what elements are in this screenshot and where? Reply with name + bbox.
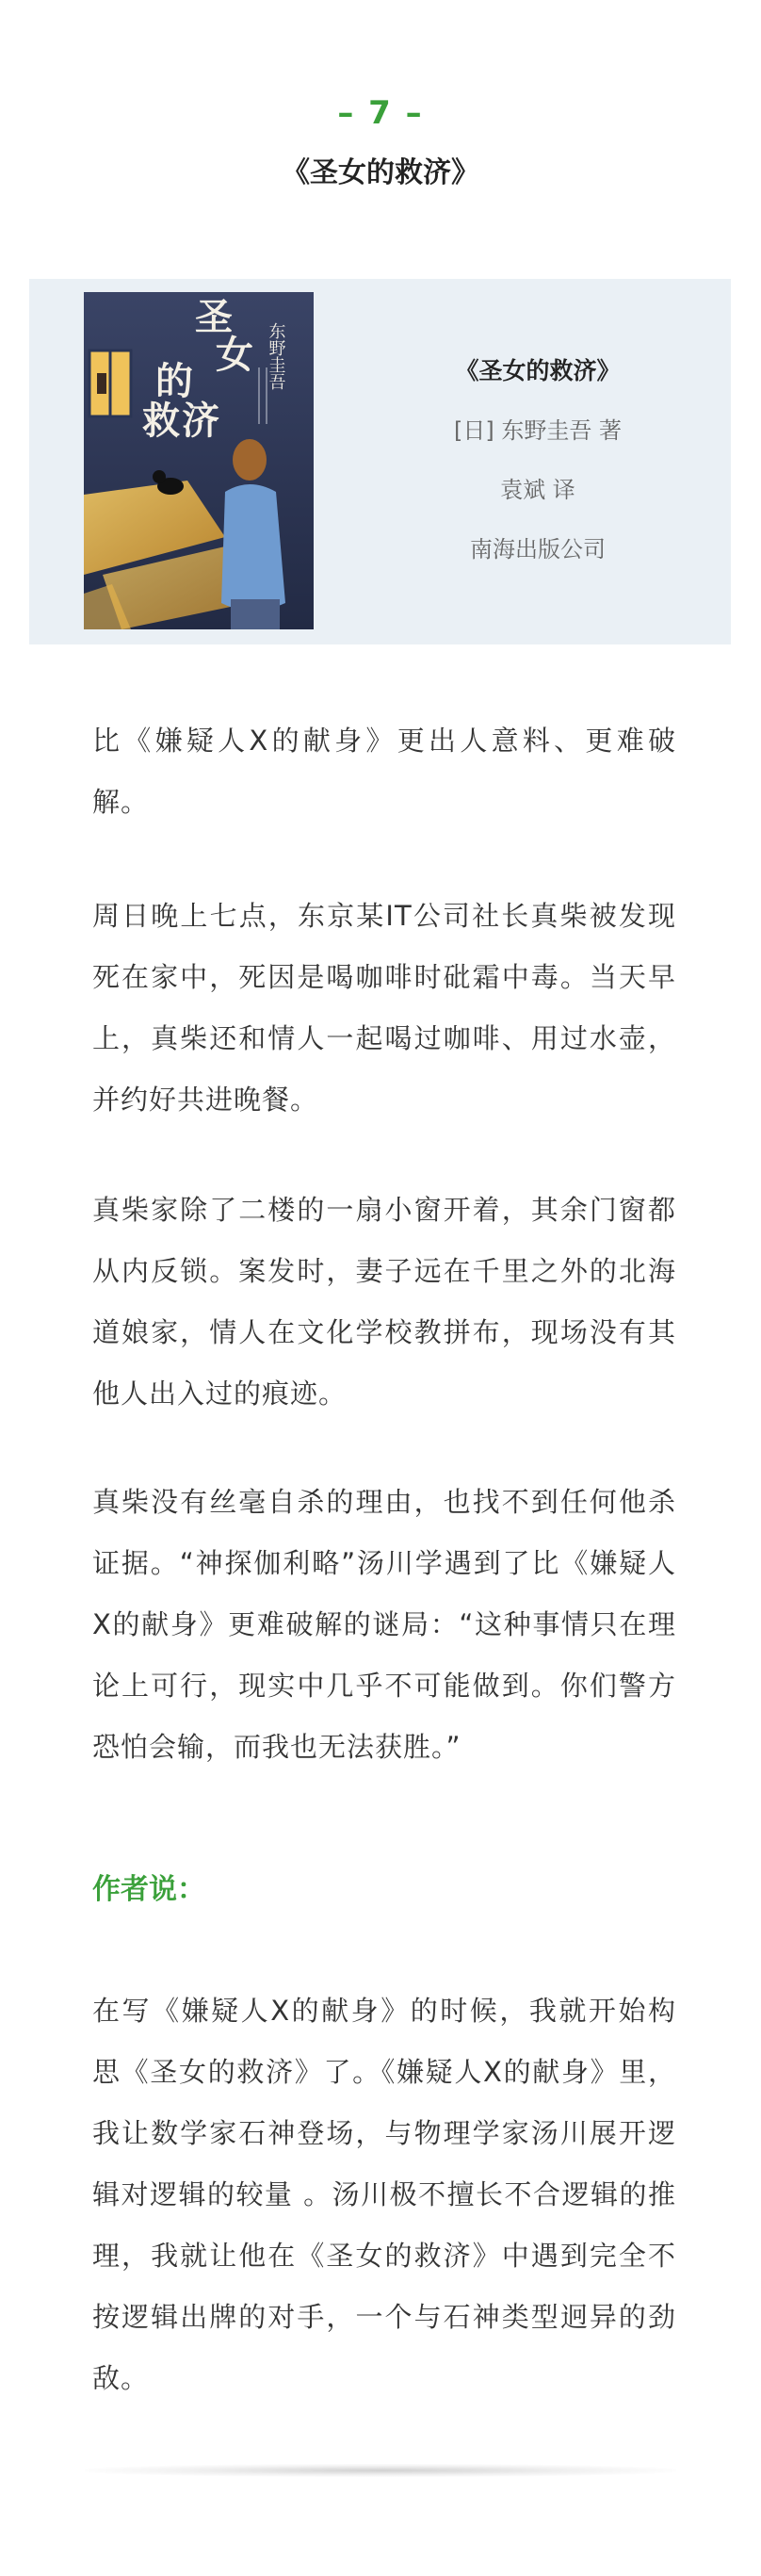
author-says-text [92, 1981, 676, 2409]
paragraph: 比《嫌疑人X的献身》更出人意料、更难破解。 [92, 725, 676, 818]
paragraph-plot-1 [92, 886, 676, 1131]
cover-title-char: 的 [155, 359, 193, 403]
book-cover-image [84, 292, 314, 629]
cover-title-char: 圣 [195, 295, 233, 339]
cover-title-char: 济 [182, 399, 219, 443]
paragraph: 周日晚上七点，东京某IT公司社长真柴被发现死在家中，死因是喝咖啡时砒霜中毒。当天早上，真柴还和情人一起喝过咖啡、用过水壶，并约好共进晚餐。 [92, 900, 676, 1116]
paragraph-plot-3 [92, 1472, 676, 1778]
book-card [29, 279, 731, 644]
cover-title-char: 女 [216, 333, 253, 377]
paragraph-plot-2 [92, 1180, 676, 1425]
book-author: [日] 东野圭吾 著 [454, 417, 622, 444]
cover-title-char: 救 [142, 399, 180, 443]
paragraph-intro [92, 710, 676, 833]
author-says-heading: 作者说： [92, 1873, 205, 1906]
section-number: – 7 – [337, 94, 424, 132]
paragraph: 真柴家除了二楼的一扇小窗开着，其余门窗都从内反锁。案发时，妻子远在千里之外的北海道娘家，情人在文化学校教拼布，现场没有其他人出入过的痕迹。 [92, 1194, 676, 1410]
book-title: 《圣女的救济》 [455, 357, 621, 384]
bottom-divider-shadow [85, 2464, 676, 2477]
section-title: 《圣女的救济》 [282, 156, 479, 189]
book-publisher: 南海出版公司 [470, 536, 606, 562]
book-translator: 袁斌 译 [500, 477, 575, 503]
paragraph: 在写《嫌疑人X的献身》的时候，我就开始构思《圣女的救济》了。《嫌疑人X的献身》里，我让数学家石神登场，与物理学家汤川展开逻辑对逻辑的较量 。汤川极不擅长不合逻辑的推理，我就让他在《圣女的救济》中遇到完全不按逻辑出牌的对手，一个与石神类型迥异的劲敌。 [92, 1995, 676, 2394]
cover-author: 东野圭吾 [266, 322, 286, 390]
book-info [378, 354, 698, 592]
paragraph: 真柴没有丝毫自杀的理由，也找不到任何他杀证据。“神探伽利略”汤川学遇到了比《嫌疑人X的献身》更难破解的谜局：“这种事情只在理论上可行，现实中几乎不可能做到。你们警方恐怕会输，而我也无法获胜。” [92, 1486, 676, 1763]
